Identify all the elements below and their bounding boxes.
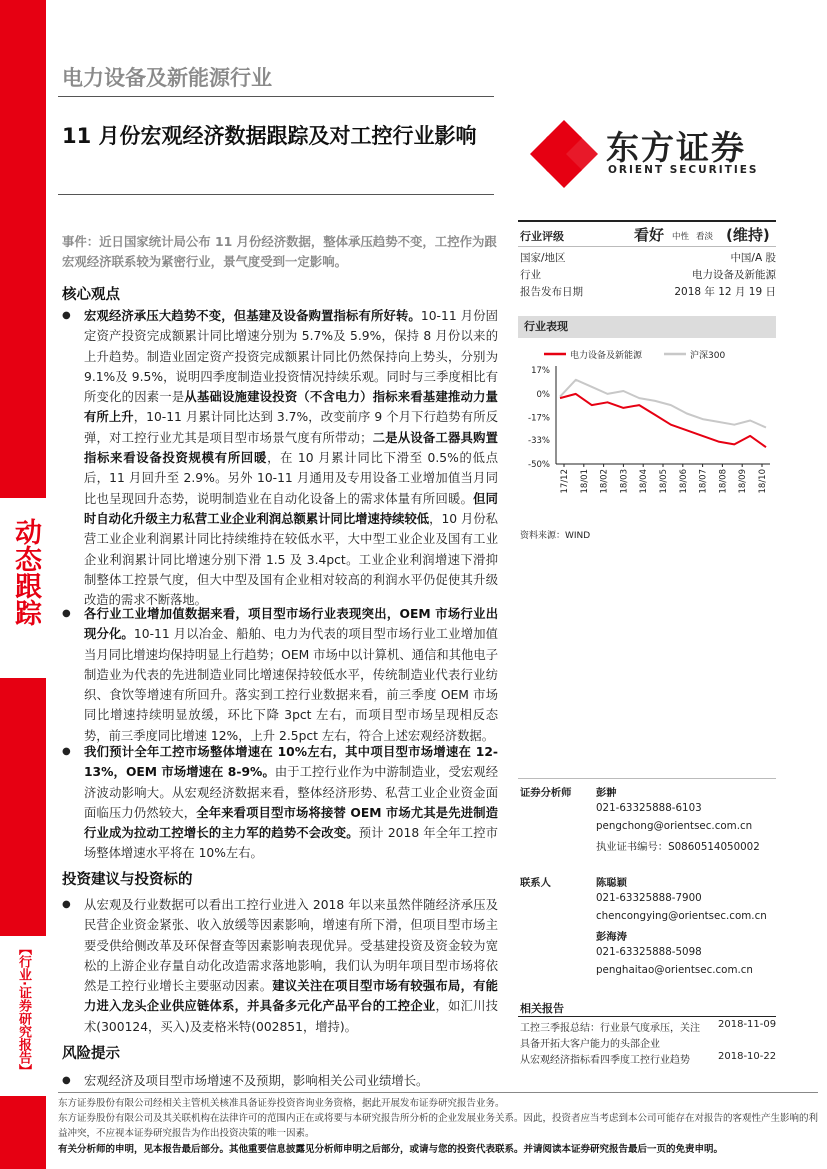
risk-text: 宏观经济及项目型市场增速不及预期，影响相关公司业绩增长。: [84, 1074, 429, 1088]
industry-title: 电力设备及新能源行业: [62, 66, 272, 90]
x-tick-label: 18/05: [659, 469, 669, 494]
core-heading: 核心观点: [62, 287, 120, 303]
contacts-role: 联系人: [520, 877, 551, 889]
core-point-2: [62, 604, 498, 746]
sidebar-bar: [0, 0, 46, 1169]
related-heading: 相关报告: [520, 1002, 564, 1015]
bullet-icon: ●: [62, 899, 71, 910]
y-tick-label: 0%: [536, 389, 550, 400]
bullet-icon: ●: [62, 1075, 71, 1086]
bullet-icon: ●: [62, 608, 71, 619]
y-tick-label: -50%: [528, 460, 550, 470]
divider-analyst: [518, 778, 776, 779]
footer-disclaimer: [58, 1096, 818, 1157]
sidebar-label-top: 动态跟踪: [10, 518, 41, 626]
info-value: 2018 年 12 月 19 日: [674, 286, 776, 298]
core-point-1-emph-3: 但同时自动化升级主力私营工业企业利润总额累计同比增速持续较低: [84, 491, 498, 526]
divider-rating: [518, 220, 776, 222]
y-tick-label: -33%: [528, 436, 550, 447]
footer-line-2: 东方证券股份有限公司及其关联机构在法律许可的范围内正在或将要与本研究报告所分析的企业发展业务关系。因此，投资者应当考虑到本公司可能存在对报告的客观性产生影响的利益冲突，不应视本证券研究报告为作出投资决策的唯一因素。: [58, 1113, 819, 1140]
related-item-title[interactable]: 工控三季报总结：行业景气度承压，关注: [520, 1023, 700, 1034]
analyst-cert: 执业证书编号：S0860514050002: [596, 841, 760, 853]
series-line: [560, 394, 766, 447]
divider-rating-2: [518, 246, 776, 247]
core-point-3-emph: 全年来看项目型市场将接替 OEM 市场尤其是先进制造行业成为拉动工控增长的主力军的趋势不会改变。: [84, 805, 498, 841]
info-key: 国家/地区: [520, 252, 566, 264]
legend-label: 沪深300: [690, 351, 726, 361]
x-tick-label: 18/04: [639, 469, 650, 494]
invest-emph: 建议关注在项目型市场有较强布局，有能力进入龙头企业供应链体系，并具备多元化产品平台的工控企业: [84, 979, 498, 1014]
x-tick-label: 18/10: [758, 469, 768, 494]
rating-label: 行业评级: [520, 230, 564, 243]
risk-heading: 风险提示: [62, 1046, 120, 1062]
logo-text-cn: 东方证券: [606, 128, 746, 167]
x-tick-label: 17/12: [560, 469, 570, 494]
contact-email[interactable]: chencongying@orientsec.com.cn: [596, 910, 767, 922]
core-point-3-text-b: 预计 2018 年全年工控市场整体增速水平将在 10%左右。: [84, 826, 498, 861]
performance-heading: 行业表现: [518, 316, 776, 338]
info-value: 中国/A 股: [730, 252, 776, 264]
info-row-date: [520, 284, 776, 301]
y-tick-label: -17%: [528, 413, 550, 424]
related-item-date: 2018-10-22: [718, 1051, 777, 1062]
logo-mark-icon: [528, 118, 600, 190]
core-point-1-emph-1: 从基础设施建设投资（不含电力）指标来看基建推动力量有所上升: [84, 390, 498, 425]
risk-point: [62, 1071, 498, 1091]
info-key: 报告发布日期: [520, 286, 583, 298]
core-point-1-text-b: ，10-11 月累计同比达到 3.7%，改变前序 9 个月下行趋势有所反弹，对工控行业尤其是项目型市场景气度有所带动；: [84, 410, 498, 445]
sidebar-label-top-box: [0, 498, 46, 678]
analyst-role: 证券分析师: [520, 787, 572, 799]
contact-name: 彭海涛: [596, 931, 627, 943]
core-point-1-emph-2: 二是从设备工器具购置指标来看设备投资规模有所回暖: [84, 430, 498, 466]
bullet-icon: ●: [62, 746, 71, 757]
info-value: 电力设备及新能源: [692, 269, 776, 281]
info-row-industry: [520, 267, 776, 284]
info-row-region: [520, 250, 776, 267]
chart-source: 资料来源：WIND: [520, 531, 591, 541]
sidebar-label-bottom: 【行业·证券研究报告】: [16, 942, 31, 1077]
rating-option-negative: 看淡: [696, 232, 714, 242]
core-point-3: [62, 742, 498, 864]
related-item-title[interactable]: 从宏观经济指标看四季度工控行业趋势: [520, 1055, 690, 1066]
core-point-3-text-a: 由于工控行业作为中游制造业，受宏观经济波动影响大。从宏观经济数据来看，整体经济形势、私营工业企业资金面面临压力仍然较大，: [84, 765, 498, 820]
core-point-1-text-a: 10-11 月份固定资产投资完成额累计同比增速分别为 5.7%及 5.9%，保持 8 月份以来的上升趋势。制造业固定资产投资完成额累计同比仍然保持向上势头，分别为 9.1%及 9.5%，说明四季度制造业投资情况持续乐观。同时与三季度相比有所变化的因素一是: [84, 309, 498, 405]
y-tick-label: 17%: [531, 366, 550, 376]
core-point-1-text-c: ，在 10 月累计同比下滑至 0.5%的低点后，11 月回升至 2.9%。另外 10-11 月通用及专用设备工业增加值当月同比也呈现回升态势，说明制造业在自动化设备上的需求体量有所回暖。: [84, 451, 498, 506]
footer-line-3: 有关分析师的申明，见本报告最后部分。其他重要信息披露见分析师申明之后部分，或请与您的投资代表联系。并请阅读本证券研究报告最后一页的免责申明。: [58, 1143, 724, 1155]
sidebar-label-bottom-box: [0, 936, 46, 1096]
analyst-name: 彭翀: [596, 787, 617, 799]
bullet-icon: ●: [62, 310, 71, 321]
core-point-1-lead: 宏观经济承压大趋势不变，但基建及设备购置指标有所好转。: [84, 309, 421, 323]
contact-phone: 021-63325888-5098: [596, 946, 702, 958]
rating-value: 看好: [634, 226, 665, 244]
logo-text-en: ORIENT SECURITIES: [608, 164, 759, 176]
divider-top: [58, 96, 494, 97]
event-summary: 事件：近日国家统计局公布 11 月份经济数据，整体承压趋势不变，工控作为跟宏观经济联系较为紧密行业，景气度受到一定影响。: [62, 234, 497, 269]
invest-point: [62, 895, 498, 1037]
invest-heading: 投资建议与投资标的: [62, 872, 193, 888]
report-title: 11 月份宏观经济数据跟踪及对工控行业影响: [62, 124, 477, 148]
contact-phone: 021-63325888-7900: [596, 892, 702, 904]
info-key: 行业: [520, 269, 541, 281]
x-tick-label: 18/08: [718, 469, 729, 494]
x-tick-label: 18/03: [619, 469, 630, 494]
legend-label: 电力设备及新能源: [570, 351, 643, 361]
core-point-2-lead: 各行业工业增加值数据来看，项目型市场行业表现突出，OEM 市场行业出现分化。: [84, 607, 498, 642]
divider-footer: [58, 1092, 818, 1093]
related-item-title-cont[interactable]: 具备开拓大客户能力的头部企业: [520, 1039, 660, 1050]
core-point-1-text-d: ，10 月份私营工业企业利润累计同比持续维持在较低水平，大中型工业企业及国有工业企业利润累计同比增速分别下滑 1.5 及 3.4pct。工业企业利润增速下滑抑制整体工控景气度，但大中型及国有企业相对较高的利润水平仍促使其升级改造的需求不断落地。: [84, 511, 498, 608]
divider-related: [518, 1016, 776, 1017]
invest-text-a: 从宏观及行业数据可以看出工控行业进入 2018 年以来虽然伴随经济承压及民营企业资金紧张、收入放缓等因素影响，增速有所下滑，但项目型市场主要受供给侧改革及环保督查等因素影响表现优异。受基建投资及资金较为宽松的上游企业存量自动化改造需求落地影响，我们认为明年项目型市场将依然是工控行业增长主要驱动因素。: [84, 898, 498, 994]
x-tick-label: 18/09: [738, 469, 749, 494]
contact-email[interactable]: penghaitao@orientsec.com.cn: [596, 964, 753, 976]
performance-chart: [518, 342, 778, 512]
analyst-email[interactable]: pengchong@orientsec.com.cn: [596, 820, 753, 832]
x-tick-label: 18/07: [698, 469, 709, 494]
related-item-date: 2018-11-09: [718, 1019, 777, 1030]
rating-option-neutral: 中性: [672, 232, 690, 242]
core-point-2-text: 10-11 月以冶金、船舶、电力为代表的项目型市场行业工业增加值当月同比增速均保持明显上行趋势；OEM 市场中以计算机、通信和其他电子制造业为代表的先进制造业同比增速保持较低水平，传统制造业代表行业纺织、食饮等增速有所回升。落实到工控行业数据来看，前三季度 OEM 市场同比增速持续明显放缓，环比下降 3pct 左右，而项目型市场呈现相反态势，前三季度同比增速 12%，上升 2.5pct 左右，符合上述宏观经济数据。: [84, 627, 498, 743]
company-logo: [528, 118, 788, 190]
footer-line-1: 东方证券股份有限公司经相关主管机关核准具备证券投资咨询业务资格，据此开展发布证券研究报告业务。: [58, 1098, 505, 1109]
x-tick-label: 18/06: [678, 469, 689, 494]
core-point-1: [62, 306, 498, 610]
rating-status: (维持): [726, 226, 770, 244]
divider-title: [58, 194, 494, 195]
rating-row: [520, 224, 776, 246]
analyst-phone: 021-63325888-6103: [596, 802, 702, 814]
invest-text-b: ，如汇川技术(300124，买入)及麦格米特(002851，增持)。: [84, 999, 498, 1034]
core-point-3-lead: 我们预计全年工控市场整体增速在 10%左右，其中项目型市场增速在 12-13%，OEM 市场增速在 8-9%。: [84, 745, 498, 780]
x-tick-label: 18/02: [599, 469, 610, 494]
contact-name: 陈聪颖: [596, 877, 627, 889]
x-tick-label: 18/01: [579, 469, 590, 494]
